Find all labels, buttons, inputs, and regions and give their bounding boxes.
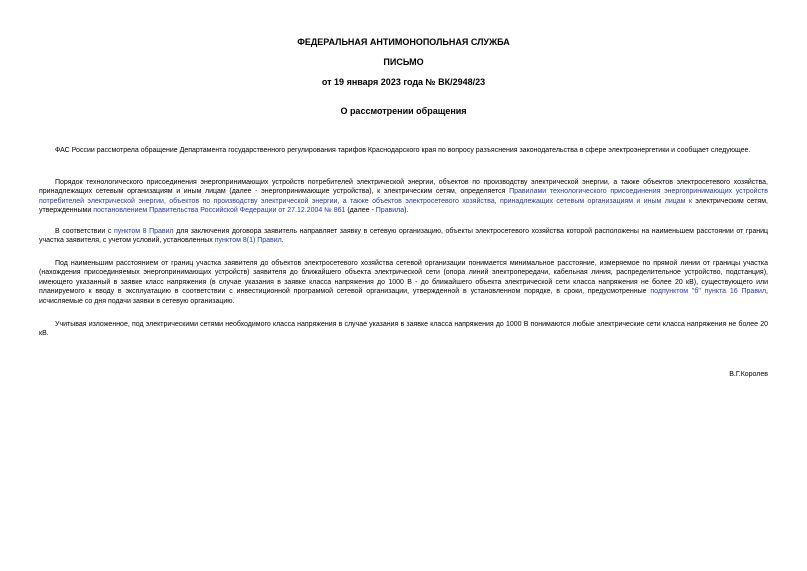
link-subpoint-b-point-16[interactable]: подпунктом "б" пункта 16 Правил — [650, 288, 767, 296]
paragraph-5: Учитывая изложенное, под электрическими сетями необходимого класса напряжения в случае указания в заявке класса напряжения до 1000 В понимаются любые электрические сети класса напряжения не более 20 кВ. — [39, 321, 768, 338]
agency-title: ФЕДЕРАЛЬНАЯ АНТИМОНОПОЛЬНАЯ СЛУЖБА — [297, 37, 510, 47]
paragraph-3-text-3: . — [281, 237, 284, 245]
paragraph-2-text-3: (далее - — [345, 207, 376, 215]
paragraph-4-text-2: , исчисляемые со дня подачи заявки в сетевую организацию. — [39, 288, 768, 305]
paragraph-4 — [39, 259, 768, 306]
paragraph-4-text-1: Под наименьшим расстоянием от границ участка заявителя до объектов электросетевого хозяйства сетевой организации понимается минимальное расстояние, измеряемое по прямой линии от границы участка (нахождения присоединяемых энергопринимающих устройств) заявителя до ближайшего объекта электрической сети (опора линий электропередачи, кабельная линия, распределительное устройство, подстанция), имеющего указанный в заявке класс напряжения (в случае указания в заявке класса напряжения до 1000 В - до ближайшего объекта электрической сети класса напряжения не более 20 кВ), существующего или планируемого к вводу в эксплуатацию в соответствии с инвестиционной программой сетевой организации, утвержденной в установленном порядке, в сроки, предусмотренные — [39, 260, 768, 296]
document-date-number: от 19 января 2023 года № ВК/2948/23 — [321, 77, 486, 87]
link-rules[interactable]: Правила — [375, 207, 405, 215]
paragraph-2-text-1: Порядок технологического присоединения энергопринимающих устройств потребителей электрической энергии, объектов по производству электрической энергии, а также объектов электросетевого хозяйства, принадлежащих сетевым организациям и иным лицам (далее - энергопринимающие устройства), к электрическим сетям, определяется — [39, 179, 768, 196]
paragraph-3-text-2: для заключения договора заявитель направляет заявку в сетевую организацию, объекты электросетевого хозяйства которой расположены на наименьшем расстоянии от границ участка заявителя, с учетом условий, установленных — [39, 228, 769, 245]
link-connection-rules[interactable]: Правилами технологического присоединения энергопринимающих устройств потребителей электрической энергии, объектов по производству электрической энергии, а также объектов электросетевого хозяйства, принадлежащих сетевым организациям и иным лицам к — [39, 188, 768, 205]
paragraph-2-text-2: электрическим сетям, утвержденными — [39, 197, 768, 215]
document-type: ПИСЬМО — [383, 57, 424, 67]
document-subject: О рассмотрении обращения — [340, 106, 467, 116]
link-point-8-1[interactable]: пунктом 8(1) Правил — [214, 237, 282, 245]
signature: В.Г.Королев — [729, 371, 768, 378]
paragraph-1: ФАС России рассмотрела обращение Департамента государственного регулирования тарифов Краснодарского края по вопросу разъяснения законодательства в сфере электроэнергетики и сообщает следующее. — [55, 147, 751, 154]
link-point-8[interactable]: пунктом 8 Правил — [113, 228, 174, 235]
paragraph-2 — [39, 178, 768, 216]
link-government-decree[interactable]: постановлением Правительства Российской Федерации от 27.12.2004 № 861 — [93, 207, 346, 215]
paragraph-3 — [39, 227, 768, 246]
paragraph-3-text-1: В соответствии с — [55, 228, 114, 235]
paragraph-2-text-4: ). — [404, 207, 409, 215]
